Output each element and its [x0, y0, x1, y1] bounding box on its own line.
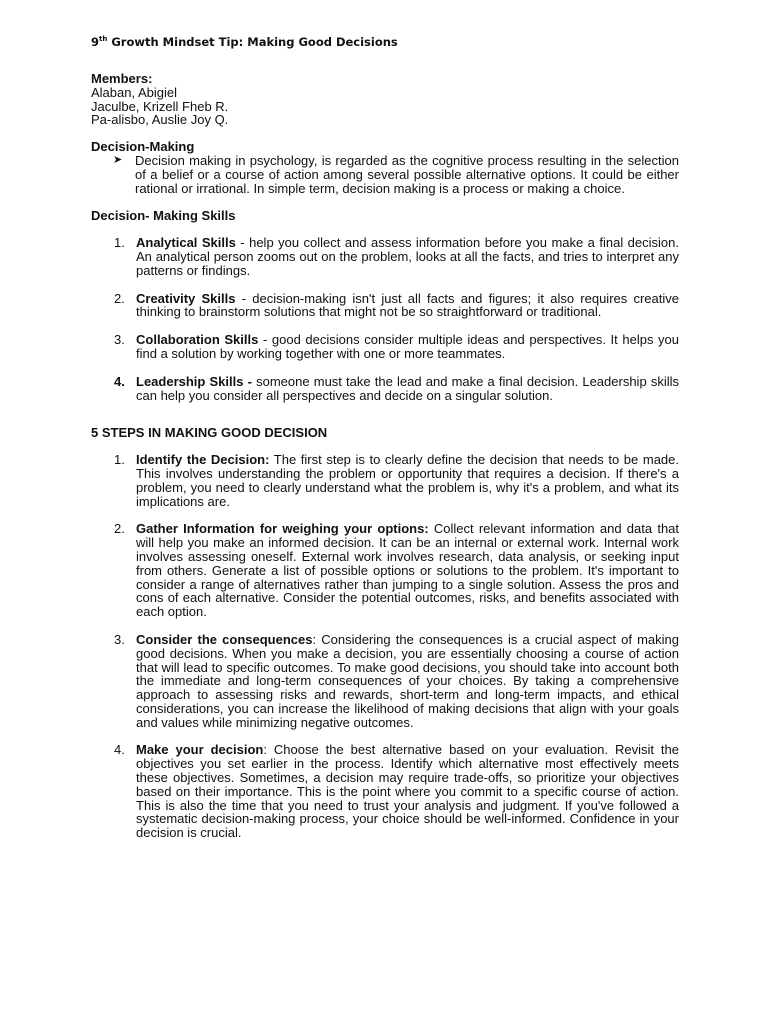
bullet-item [113, 154, 679, 195]
list-term: Make your decision [136, 742, 264, 758]
header-title: Growth Mindset Tip: Making Good Decisions [107, 35, 398, 49]
list-item [114, 292, 679, 320]
list-term: Analytical Skills [136, 235, 236, 251]
list-term: Leadership Skills - [136, 373, 252, 389]
member-name: Jaculbe, Krizell Fheb R. [91, 98, 229, 114]
arrow-bullet-icon: ➤ [113, 153, 123, 166]
list-item [114, 333, 679, 361]
members-list [91, 86, 679, 127]
list-number: 3. [114, 332, 125, 348]
members-title: Members: [91, 71, 153, 86]
list-item-body [136, 743, 679, 840]
list-number: 4. [114, 373, 125, 389]
list-number: 1. [114, 452, 125, 468]
steps-list [91, 453, 679, 840]
list-term: Consider the consequences [136, 631, 313, 647]
list-term: Collaboration Skills [136, 332, 259, 348]
list-item-body [136, 453, 679, 508]
skills-title: Decision- Making Skills [91, 208, 236, 224]
list-term: Gather Information for weighing your options: [136, 521, 429, 537]
decision-making-title: Decision-Making [91, 139, 195, 155]
list-text: - decision-making isn't just all facts and figures; it also requires creative thinking to brainstorm solutions that might not be so straightforward or traditional. [136, 290, 679, 320]
list-item-body [136, 236, 679, 277]
list-item-body [136, 633, 679, 730]
member-name: Pa-alisbo, Auslie Joy Q. [91, 112, 229, 128]
skills-list [91, 236, 679, 402]
list-text: - help you collect and assess information before you make a final decision. An analytical person zooms out on the problem, looks at all the facts, and tries to interpret any patterns or findings. [136, 235, 679, 278]
list-text: Collect relevant information and data that will help you make an informed decision. It can be an internal or external work. Internal work involves assessing oneself. External work involves research, data analysis, or seeking input from others. Generate a list of possible options or solutions to the problem. It's important to consider a range of alternatives rather than jumping to a single solution. Assess the pros and cons of each alternative. Consider the potential outcomes, risks, and benefits associated with each option. [136, 521, 680, 620]
list-item [114, 633, 679, 730]
list-text: someone must take the lead and make a final decision. Leadership skills can help you consider all perspectives and decide on a singular solution. [136, 373, 679, 403]
header-prefix: 9 [91, 35, 100, 49]
list-term: Creativity Skills [136, 290, 236, 306]
list-number: 1. [114, 235, 125, 251]
list-number: 2. [114, 521, 125, 537]
list-text: : Choose the best alternative based on your evaluation. Revisit the objectives you set earlier in the process. Identify which alternative most effectively meets these objectives. Sometimes, a decision may require trade-offs, so prioritize your objectives based on their importance. This is the point where you commit to a specific course of action. This is also the time that you need to trust your analysis and judgment. If you've followed a systematic decision-making process, your choice should be well-informed. Confidence in your decision is crucial. [136, 742, 679, 841]
member-name: Alaban, Abigiel [91, 84, 178, 100]
steps-section [91, 426, 679, 840]
bullet-text: Decision making in psychology, is regarded as the cognitive process resulting in the selection of a belief or a course of action among several possible alternative options. It could be either rational or irrational. In simple term, decision making is a process or making a choice. [135, 152, 679, 196]
decision-making-section [91, 140, 679, 195]
list-item [114, 236, 679, 277]
list-item [114, 743, 679, 840]
list-text: : Considering the consequences is a crucial aspect of making good decisions. When you make a decision, you are essentially choosing a course of action that will lead to specific outcomes. To make good decisions, you should take into account both the immediate and long-term consequences of your choices. By taking a comprehensive approach to assessing risks and rewards, short-term and long-term impacts, and ethical considerations, you can increase the likelihood of making decisions that align with your goals and values while minimizing negative outcomes. [136, 631, 679, 730]
page-header [91, 35, 398, 49]
list-text: - good decisions consider multiple ideas and perspectives. It helps you find a solution by working together with one or more teammates. [136, 332, 680, 361]
list-item [114, 453, 679, 508]
members-section [91, 72, 679, 127]
steps-title: 5 STEPS IN MAKING GOOD DECISION [91, 425, 328, 441]
header-superscript: th [99, 35, 108, 44]
list-number: 2. [114, 290, 125, 306]
list-item-body [136, 375, 679, 403]
list-number: 4. [114, 742, 125, 758]
list-item [114, 375, 679, 403]
list-number: 3. [114, 631, 125, 647]
list-item-body [136, 333, 679, 361]
document-body [91, 72, 679, 854]
list-term: Identify the Decision: [136, 452, 270, 468]
list-text: The first step is to clearly define the decision that needs to be made. This involves understanding the problem or opportunity that requires a decision. If there's a problem, you need to clearly understand what the problem is, why it's a problem, and what its implications are. [136, 452, 679, 509]
list-item [114, 522, 679, 619]
list-item-body [136, 522, 679, 619]
list-item-body [136, 292, 679, 320]
skills-section [91, 209, 679, 402]
